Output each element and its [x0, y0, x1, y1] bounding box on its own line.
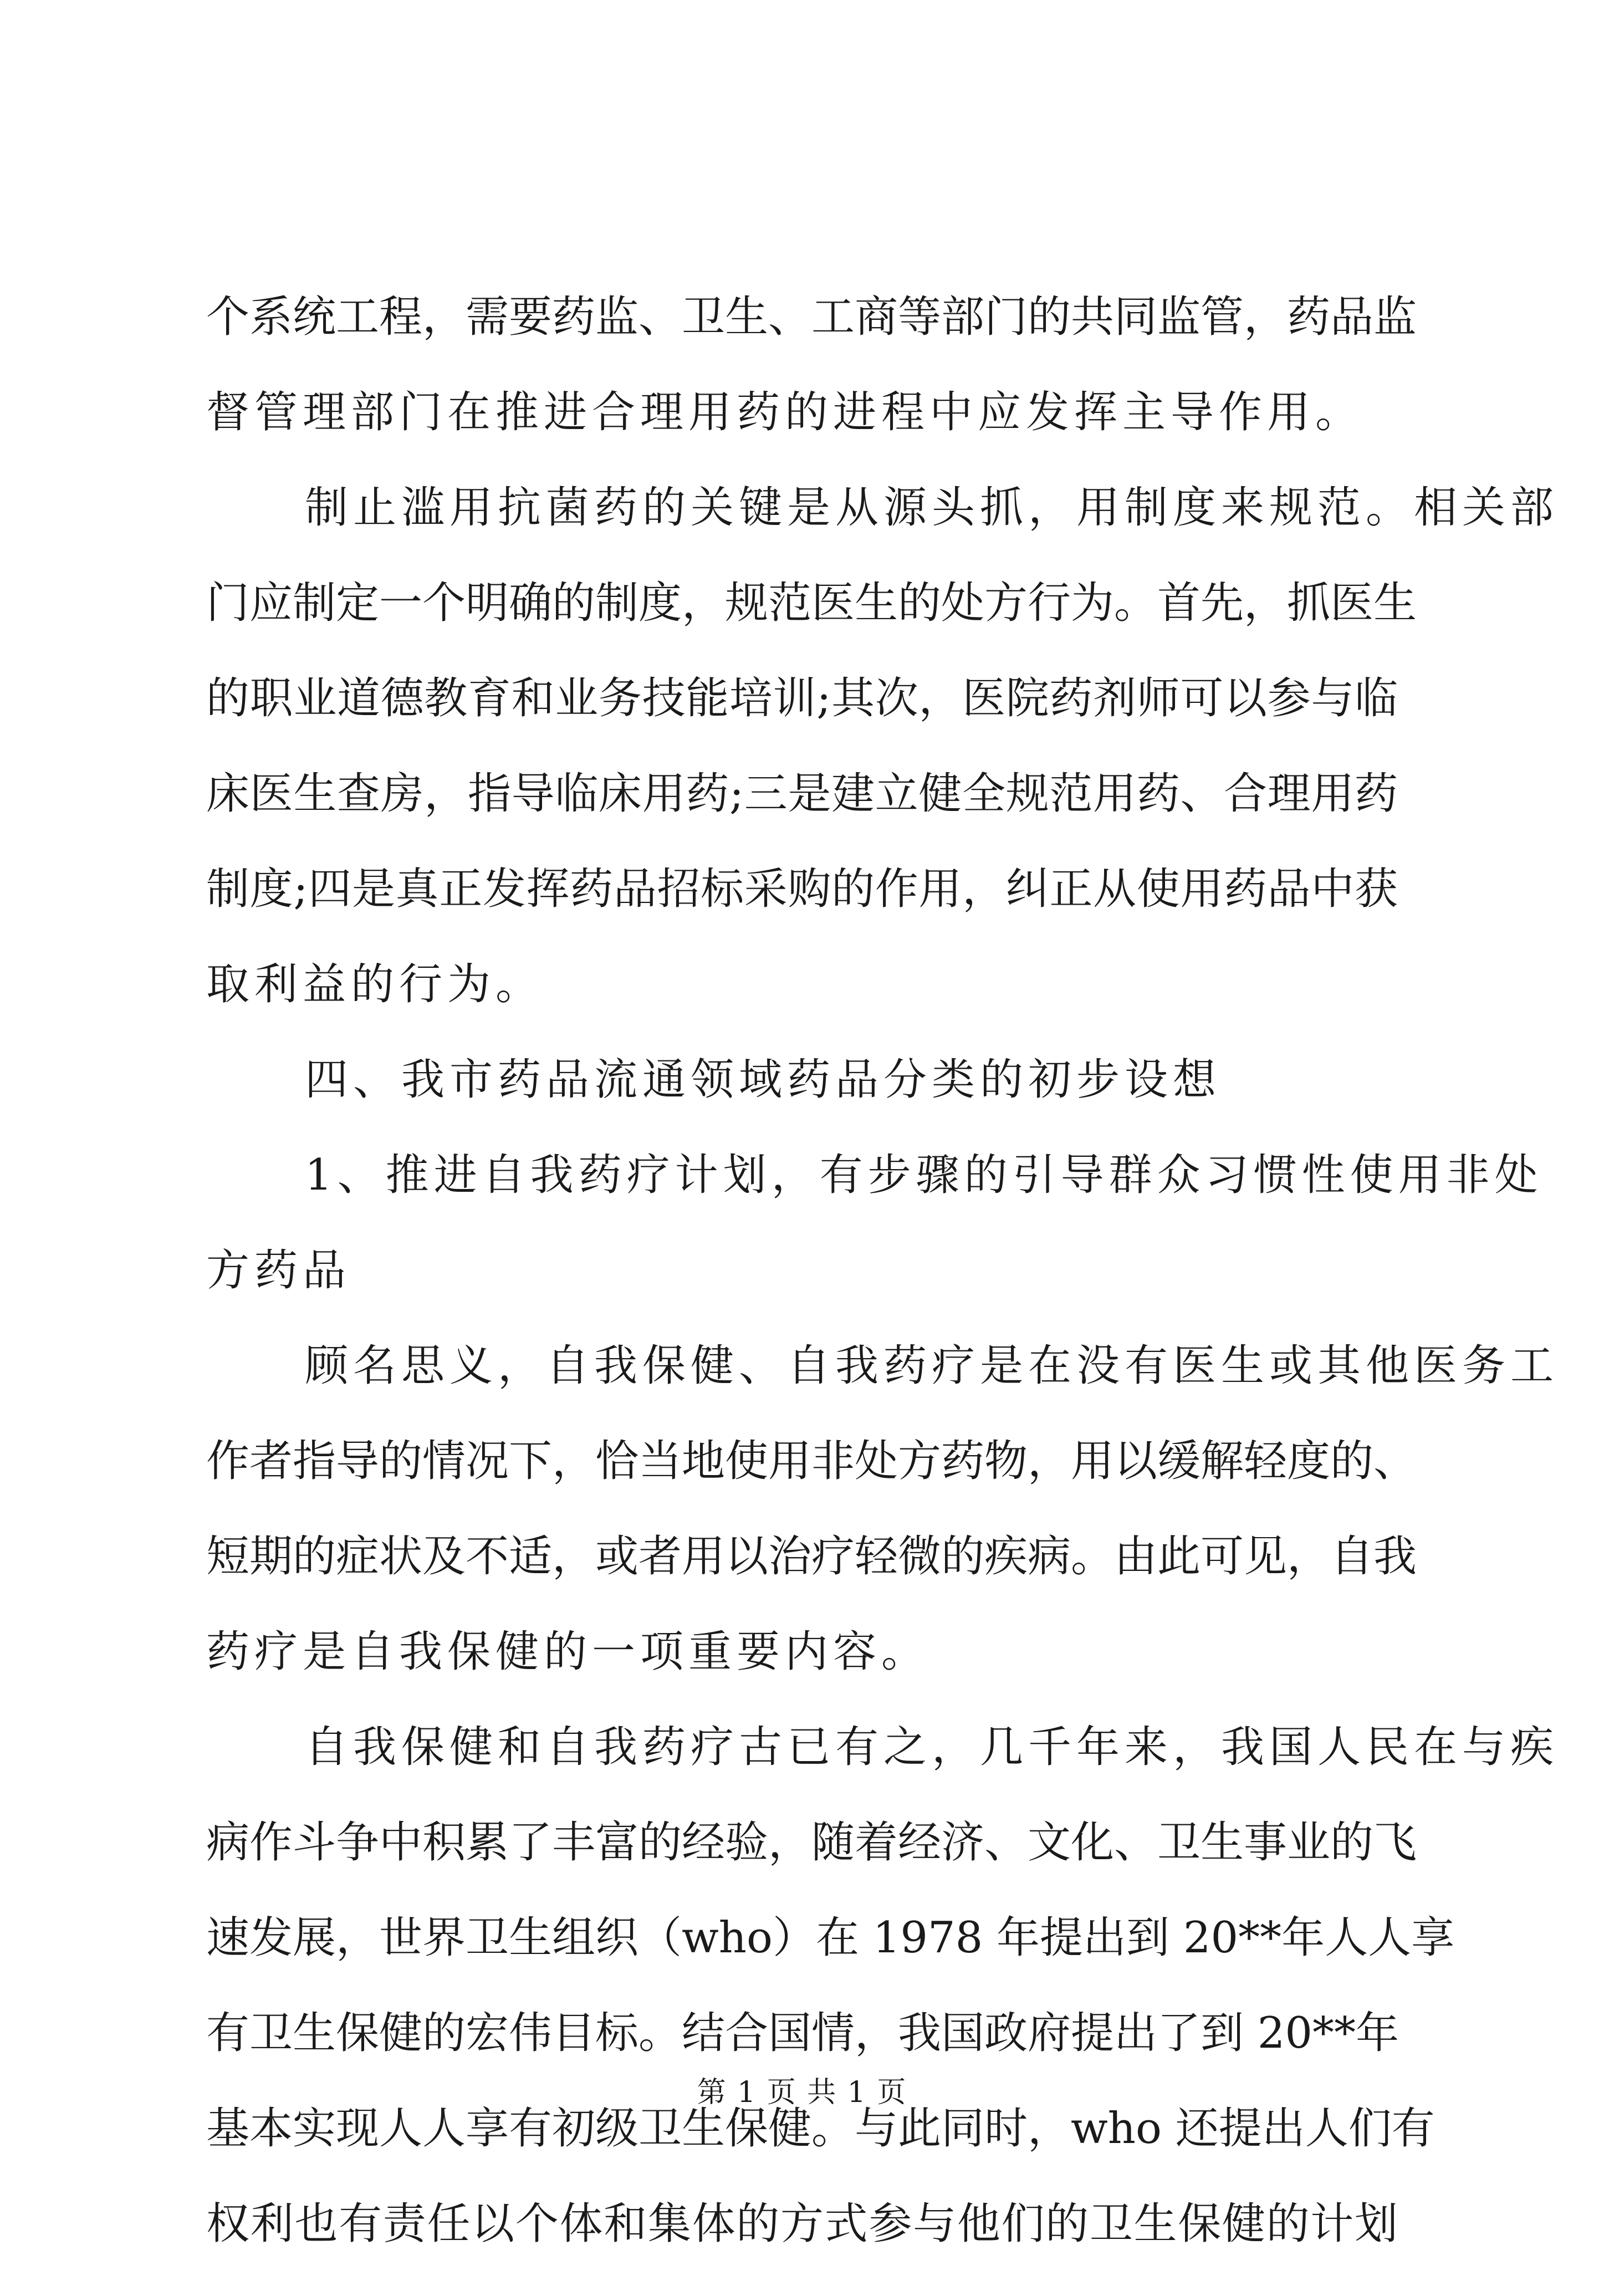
text-line: 速发展，世界卫生组织（who）在 1978 年提出到 20**年人人享 — [206, 1913, 1455, 1963]
subsection-heading: 1、推进自我药疗计划，有步骤的引导群众习惯性使用非处 — [305, 1150, 1543, 1200]
text-line: 作者指导的情况下，恰当地使用非处方药物，用以缓解轻度的、 — [206, 1436, 1417, 1486]
text-line: 督管理部门在推进合理用药的进程中应发挥主导作用。 — [206, 387, 1364, 437]
text-line: 床医生查房，指导临床用药;三是建立健全规范用药、合理用药 — [206, 769, 1398, 819]
paragraph-first-line: 自我保健和自我药疗古已有之，几千年来，我国人民在与疾 — [305, 1722, 1559, 1772]
text-line: 取利益的行为。 — [206, 960, 544, 1009]
text-line: 方药品 — [206, 1246, 351, 1295]
text-line: 基本实现人人享有初级卫生保健。与此同时，who 还提出人们有 — [206, 2104, 1435, 2154]
text-line: 制度;四是真正发挥药品招标采购的作用，纠正从使用药品中获 — [206, 864, 1398, 914]
text-line: 有卫生保健的宏伟目标。结合国情，我国政府提出了到 20**年 — [206, 2008, 1399, 2058]
section-heading: 四、我市药品流通领域药品分类的初步设想 — [305, 1055, 1222, 1105]
text-line: 个系统工程，需要药监、卫生、工商等部门的共同监管，药品监 — [206, 292, 1417, 342]
paragraph-first-line: 顾名思义，自我保健、自我药疗是在没有医生或其他医务工 — [305, 1341, 1559, 1391]
text-line: 短期的症状及不适，或者用以治疗轻微的疾病。由此可见，自我 — [206, 1532, 1417, 1581]
page-number-footer: 第 1 页 共 1 页 — [697, 2076, 907, 2109]
text-line: 权利也有责任以个体和集体的方式参与他们的卫生保健的计划 — [206, 2199, 1398, 2249]
text-line: 的职业道德教育和业务技能培训;其次，医院药剂师可以参与临 — [206, 674, 1398, 723]
text-line: 病作斗争中积累了丰富的经验，随着经济、文化、卫生事业的飞 — [206, 1818, 1417, 1868]
text-line: 药疗是自我保健的一项重要内容。 — [206, 1627, 930, 1677]
text-line: 门应制定一个明确的制度，规范医生的处方行为。首先，抓医生 — [206, 578, 1417, 628]
document-body — [206, 292, 1559, 2296]
paragraph-first-line: 制止滥用抗菌药的关键是从源头抓，用制度来规范。相关部 — [305, 483, 1559, 533]
